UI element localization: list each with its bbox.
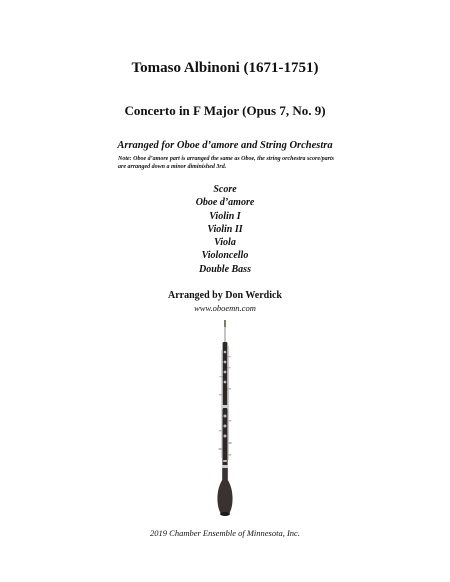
arranger-credit: Arranged by Don Werdick xyxy=(168,290,282,301)
copyright-footer: 2019 Chamber Ensemble of Minnesota, Inc. xyxy=(150,528,300,538)
part-violoncello: Violoncello xyxy=(201,250,249,262)
part-oboe-damore: Oboe d’amore xyxy=(195,197,255,209)
composer-heading: Tomaso Albinoni (1671-1751) xyxy=(131,60,319,76)
part-violin-2: Violin II xyxy=(207,223,243,235)
arrangement-subtitle: Arranged for Oboe d’amore and String Orchestra xyxy=(117,140,333,151)
piece-title: Concerto in F Major (Opus 7, No. 9) xyxy=(124,103,326,118)
part-viola: Viola xyxy=(214,237,236,249)
oboe-damore-icon xyxy=(208,320,242,520)
arrangement-note: Note: Oboe d’amore part is arranged the same as Oboe, the string orchestra score/parts are arranged down a minor diminished 3rd. xyxy=(118,156,334,170)
parts-list xyxy=(0,183,450,276)
website-text: www.oboemn.com xyxy=(194,303,256,313)
part-violin-1: Violin I xyxy=(209,210,241,222)
part-score: Score xyxy=(213,184,237,195)
part-double-bass: Double Bass xyxy=(199,263,251,275)
